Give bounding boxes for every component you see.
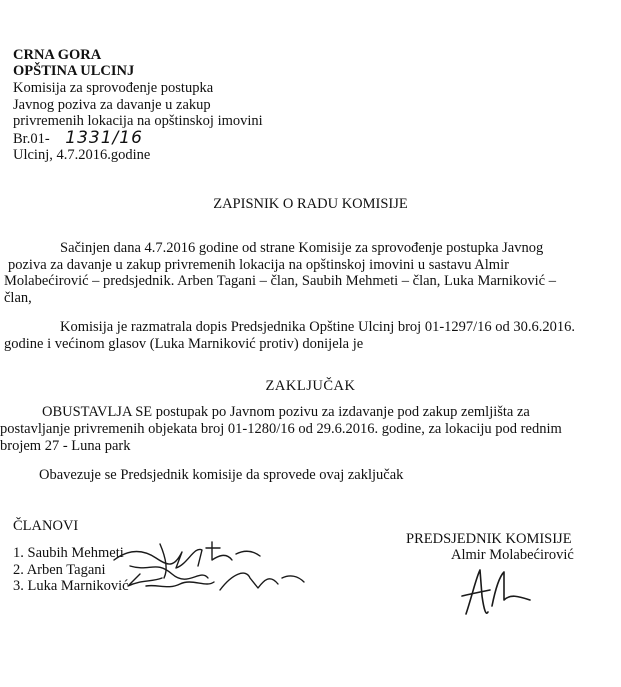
member-item: 1. Saubih Mehmeti xyxy=(13,545,124,561)
document-title: ZAPISNIK O RADU KOMISIJE xyxy=(213,196,408,212)
place-date: Ulcinj, 4.7.2016.godine xyxy=(13,147,151,163)
members-signatures xyxy=(110,538,310,608)
member-item: 3. Luka Marniković xyxy=(13,578,129,594)
intro-line-2: poziva za davanje u zakup privremenih lokacija na opštinskoj imovini u sastavu Almir xyxy=(8,257,509,273)
president-title: PREDSJEDNIK KOMISIJE xyxy=(406,531,572,547)
president-signature xyxy=(458,566,538,626)
president-name: Almir Molabećirović xyxy=(451,547,574,563)
reference-number xyxy=(13,130,143,147)
intro-line-3: Molabećirović – predsjednik. Arben Tagani – član, Saubih Mehmeti – član, Luka Marniković – xyxy=(4,273,556,289)
obligation-text: Obavezuje se Predsjednik komisije da sprovede ovaj zaključak xyxy=(39,467,404,483)
conclusion-line-1: OBUSTAVLJA SE postupak po Javnom pozivu za izdavanje pod zakup zemljišta za xyxy=(42,404,530,420)
conclusion-line-2: postavljanje privremenih objekata broj 01-1280/16 od 29.6.2016. godine, za lokaciju pod rednim xyxy=(0,421,562,437)
municipality-heading: OPŠTINA ULCINJ xyxy=(13,63,135,79)
intro-line-4: član, xyxy=(4,290,32,306)
review-line-1: Komisija je razmatrala dopis Predsjednika Opštine Ulcinj broj 01-1297/16 od 30.6.2016. xyxy=(60,319,576,335)
country-heading: CRNA GORA xyxy=(13,47,102,63)
member-item: 2. Arben Tagani xyxy=(13,562,106,578)
commission-line-2: Javnog poziva za davanje u zakup xyxy=(13,97,211,113)
intro-line-1: Sačinjen dana 4.7.2016 godine od strane Komisije za sprovođenje postupka Javnog xyxy=(60,240,544,256)
review-line-2: godine i većinom glasov (Luka Marniković protiv) donijela je xyxy=(4,336,364,352)
conclusion-line-3: brojem 27 - Luna park xyxy=(0,438,131,454)
conclusion-heading: ZAKLJUČAK xyxy=(265,378,356,394)
reference-handwritten: 1331/16 xyxy=(65,128,143,148)
commission-line-3: privremenih lokacija na opštinskoj imovini xyxy=(13,113,263,129)
commission-line-1: Komisija za sprovođenje postupka xyxy=(13,80,214,96)
members-heading: ČLANOVI xyxy=(13,518,79,534)
reference-prefix: Br.01- xyxy=(13,131,50,147)
